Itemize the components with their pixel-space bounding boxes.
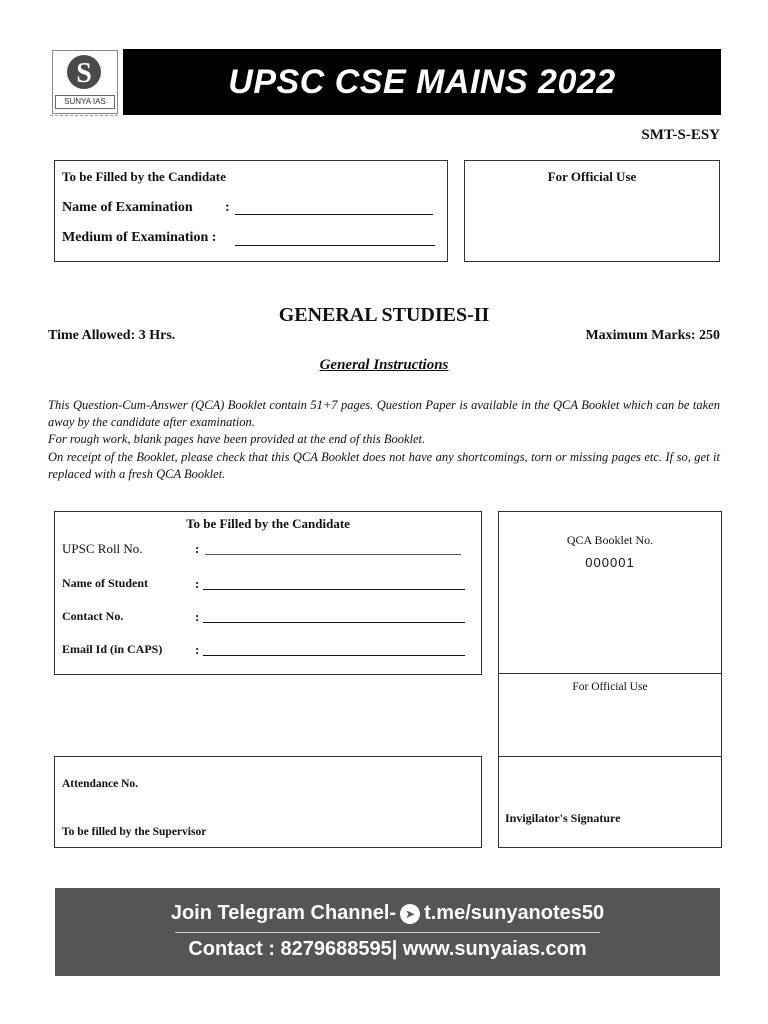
roll-field[interactable] [205,554,461,555]
student-name-colon: : [195,576,200,591]
contact-line: Contact : 8279688595| www.sunyaias.com [188,938,587,960]
booklet-label: QCA Booklet No. [566,533,654,547]
candidate-heading: To be Filled by the Candidate [186,516,350,531]
roll-label: UPSC Roll No. [62,541,143,556]
invigilator-signature-label: Invigilator's Signature [505,811,621,825]
instruction-1: This Question-Cum-Answer (QCA) Booklet contain 51+7 pages. Question Paper is available in the QCA Booklet which can be taken away by the candidate after examination. [48,398,720,429]
maximum-marks: Maximum Marks: 250 [585,328,720,343]
subject-title: GENERAL STUDIES-II [278,304,490,326]
email-colon: : [195,642,200,657]
supervisor-label: To be filled by the Supervisor [62,826,207,838]
booklet-box [498,511,722,675]
name-of-exam-field[interactable] [235,214,433,215]
attendance-label: Attendance No. [62,778,139,790]
official-use-label: For Official Use [572,681,648,693]
instructions-heading: General Instructions [319,357,449,373]
contact-colon: : [195,609,200,624]
medium-field[interactable] [235,245,435,246]
top-candidate-box [54,160,448,262]
roll-colon: : [195,541,200,556]
instruction-2: For rough work, blank pages have been provided at the end of this Booklet. [48,432,426,446]
telegram-line [55,902,720,925]
booklet-number: 000001 [585,555,635,570]
medium-label: Medium of Examination : [62,230,217,245]
footer-banner [55,888,720,976]
sunya-logo [52,50,118,114]
top-official-box [464,160,720,262]
email-field[interactable] [203,655,465,656]
telegram-link[interactable]: t.me/sunyanotes50 [424,902,605,924]
footer-divider [175,932,600,933]
telegram-icon: ➤ [400,904,420,924]
official-use-box [498,673,722,758]
telegram-prefix: Join Telegram Channel- [170,902,397,924]
logo-underline [50,115,118,116]
name-of-exam-label: Name of Examination [62,200,193,215]
time-allowed: Time Allowed: 3 Hrs. [48,328,176,343]
sunya-s-icon [67,55,101,89]
email-label: Email Id (in CAPS) [62,642,163,656]
svg-text:S: S [76,58,92,89]
student-name-label: Name of Student [62,576,148,590]
invigilator-box [498,756,722,848]
student-name-field[interactable] [203,589,465,590]
top-official-label: For Official Use [547,169,637,184]
top-candidate-heading: To be Filled by the Candidate [62,169,226,184]
logo-text: SUNYA IAS [55,95,115,109]
contact-field[interactable] [203,622,465,623]
candidate-box [54,511,482,675]
instruction-3: On receipt of the Booklet, please check that this QCA Booklet does not have any shortcomings, torn or missing pages etc. If so, get it replaced with a fresh QCA Booklet. [48,450,720,481]
name-of-exam-colon: : [225,200,230,215]
exam-title: UPSC CSE MAINS 2022 [123,49,721,115]
contact-label: Contact No. [62,609,124,623]
paper-code: SMT-S-ESY [641,127,720,143]
supervisor-box [54,756,482,848]
